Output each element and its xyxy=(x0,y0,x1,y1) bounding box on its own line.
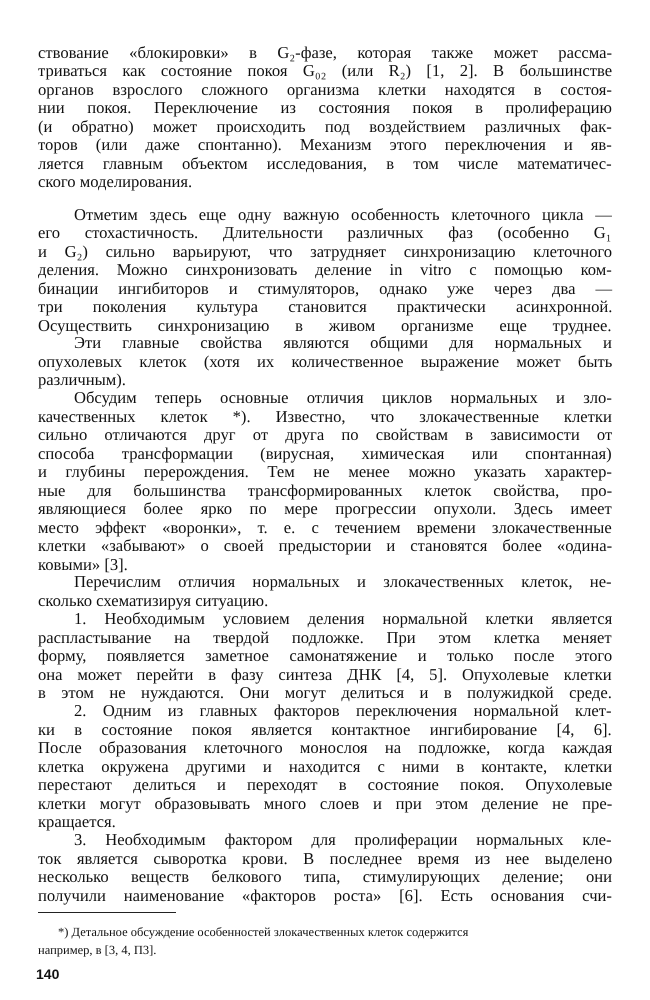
footnote-divider xyxy=(38,912,176,913)
text-line: клетки могут образовывать много слоев и при этом деление не пре- xyxy=(38,794,613,813)
text-line: распластывание на твердой подложке. При этом клетка меняет xyxy=(38,628,612,647)
text-line: Отметим здесь еще одну важную особенность клеточного цикла — xyxy=(74,205,612,224)
text-line: ковыми» [3]. xyxy=(38,555,128,574)
text-line: ные для большинства трансформированных клеток свойства, про- xyxy=(38,481,613,500)
text-line: (и обратно) может происходить под воздействием различных фак- xyxy=(38,117,612,136)
text-line: ствование «блокировки» в G₂-фазе, которая также может рассма- xyxy=(38,43,612,62)
footnote-line: *) Детальное обсуждение особенностей злокачественных клеток содержится xyxy=(58,925,469,939)
text-line: клетка окружена другими и находится с ними в контакте, клетки xyxy=(38,757,613,776)
text-line: клетки «забывают» о своей предыстории и становятся более «одина- xyxy=(38,536,613,555)
text-line: способа трансформации (вирусная, химическая или спонтанная) xyxy=(38,444,612,463)
text-line: она может перейти в фазу синтеза ДНК [4, 5]. Опухолевые клетки xyxy=(38,665,612,684)
text-line: триваться как состояние покоя G₀₂ (или R₂) [1, 2]. В большинстве xyxy=(38,61,613,80)
text-line: После образования клеточного монослоя на подложке, когда каждая xyxy=(38,738,613,757)
text-line: различным). xyxy=(38,370,126,389)
text-line: получили наименование «факторов роста» [6]. Есть основания счи- xyxy=(38,886,612,905)
text-line: ляется главным объектом исследования, в том числе математичес- xyxy=(38,154,612,173)
text-line: 2. Одним из главных факторов переключения нормальной клет- xyxy=(74,701,612,720)
text-line: форму, появляется заметное самонатяжение и только после этого xyxy=(38,646,613,665)
text-line: кращается. xyxy=(38,812,116,831)
text-line: нии покоя. Переключение из состояния покоя в пролиферацию xyxy=(38,98,612,117)
text-line: опухолевых клеток (хотя их количественное выражение может быть xyxy=(38,352,613,371)
footnote-line: например, в [3, 4, П3]. xyxy=(38,943,157,957)
text-line: бинации ингибиторов и стимуляторов, однако уже через два — xyxy=(38,279,613,298)
text-line: его стохастичность. Длительности различных фаз (особенно G₁ xyxy=(38,223,612,242)
text-line: ского моделирования. xyxy=(38,172,193,191)
text-line: сколько схематизируя ситуацию. xyxy=(38,591,269,610)
text-line: торов (или даже спонтанно). Механизм этого переключения и яв- xyxy=(38,135,612,154)
text-line: являющиеся более ярко по мере прогрессии опухоли. Здесь имеет xyxy=(38,499,612,518)
text-line: место эффект «воронки», т. е. с течением времени злокачественные xyxy=(38,518,612,537)
text-line: качественных клеток *). Известно, что злокачественные клетки xyxy=(38,407,612,426)
text-line: сильно отличаются друг от друга по свойствам в зависимости от xyxy=(38,425,613,444)
text-line: Обсудим теперь основные отличия циклов нормальных и зло- xyxy=(74,388,612,407)
text-line: в этом не нуждаются. Они могут делиться и в полужидкой среде. xyxy=(38,683,612,702)
text-line: 1. Необходимым условием деления нормальной клетки является xyxy=(74,609,613,628)
text-line: и глубины перерождения. Тем не менее можно указать характер- xyxy=(38,462,612,481)
text-line: три поколения культура становится практически асинхронной. xyxy=(38,297,613,316)
text-line: 3. Необходимым фактором для пролиферации нормальных кле- xyxy=(74,830,612,849)
text-line: перестают делиться и переходят в состояние покоя. Опухолевые xyxy=(38,775,613,794)
page-number: 140 xyxy=(36,966,60,982)
text-line: Эти главные свойства являются общими для нормальных и xyxy=(74,333,612,352)
text-line: и G₂) сильно варьируют, что затрудняет синхронизацию клеточного xyxy=(38,242,613,261)
text-line: ки в состояние покоя является контактное ингибирование [4, 6]. xyxy=(38,720,612,739)
text-line: деления. Можно синхронизовать деление in vitro с помощью ком- xyxy=(38,260,612,279)
text-line: органов взрослого сложного организма клетки находятся в состоя- xyxy=(38,80,612,99)
text-line: Осуществить синхронизацию в живом организме еще труднее. xyxy=(38,316,612,335)
text-line: ток является сыворотка крови. В последнее время из нее выделено xyxy=(38,849,613,868)
text-line: несколько веществ белкового типа, стимулирующих деление; они xyxy=(38,867,613,886)
text-line: Перечислим отличия нормальных и злокачественных клеток, не- xyxy=(74,572,612,591)
